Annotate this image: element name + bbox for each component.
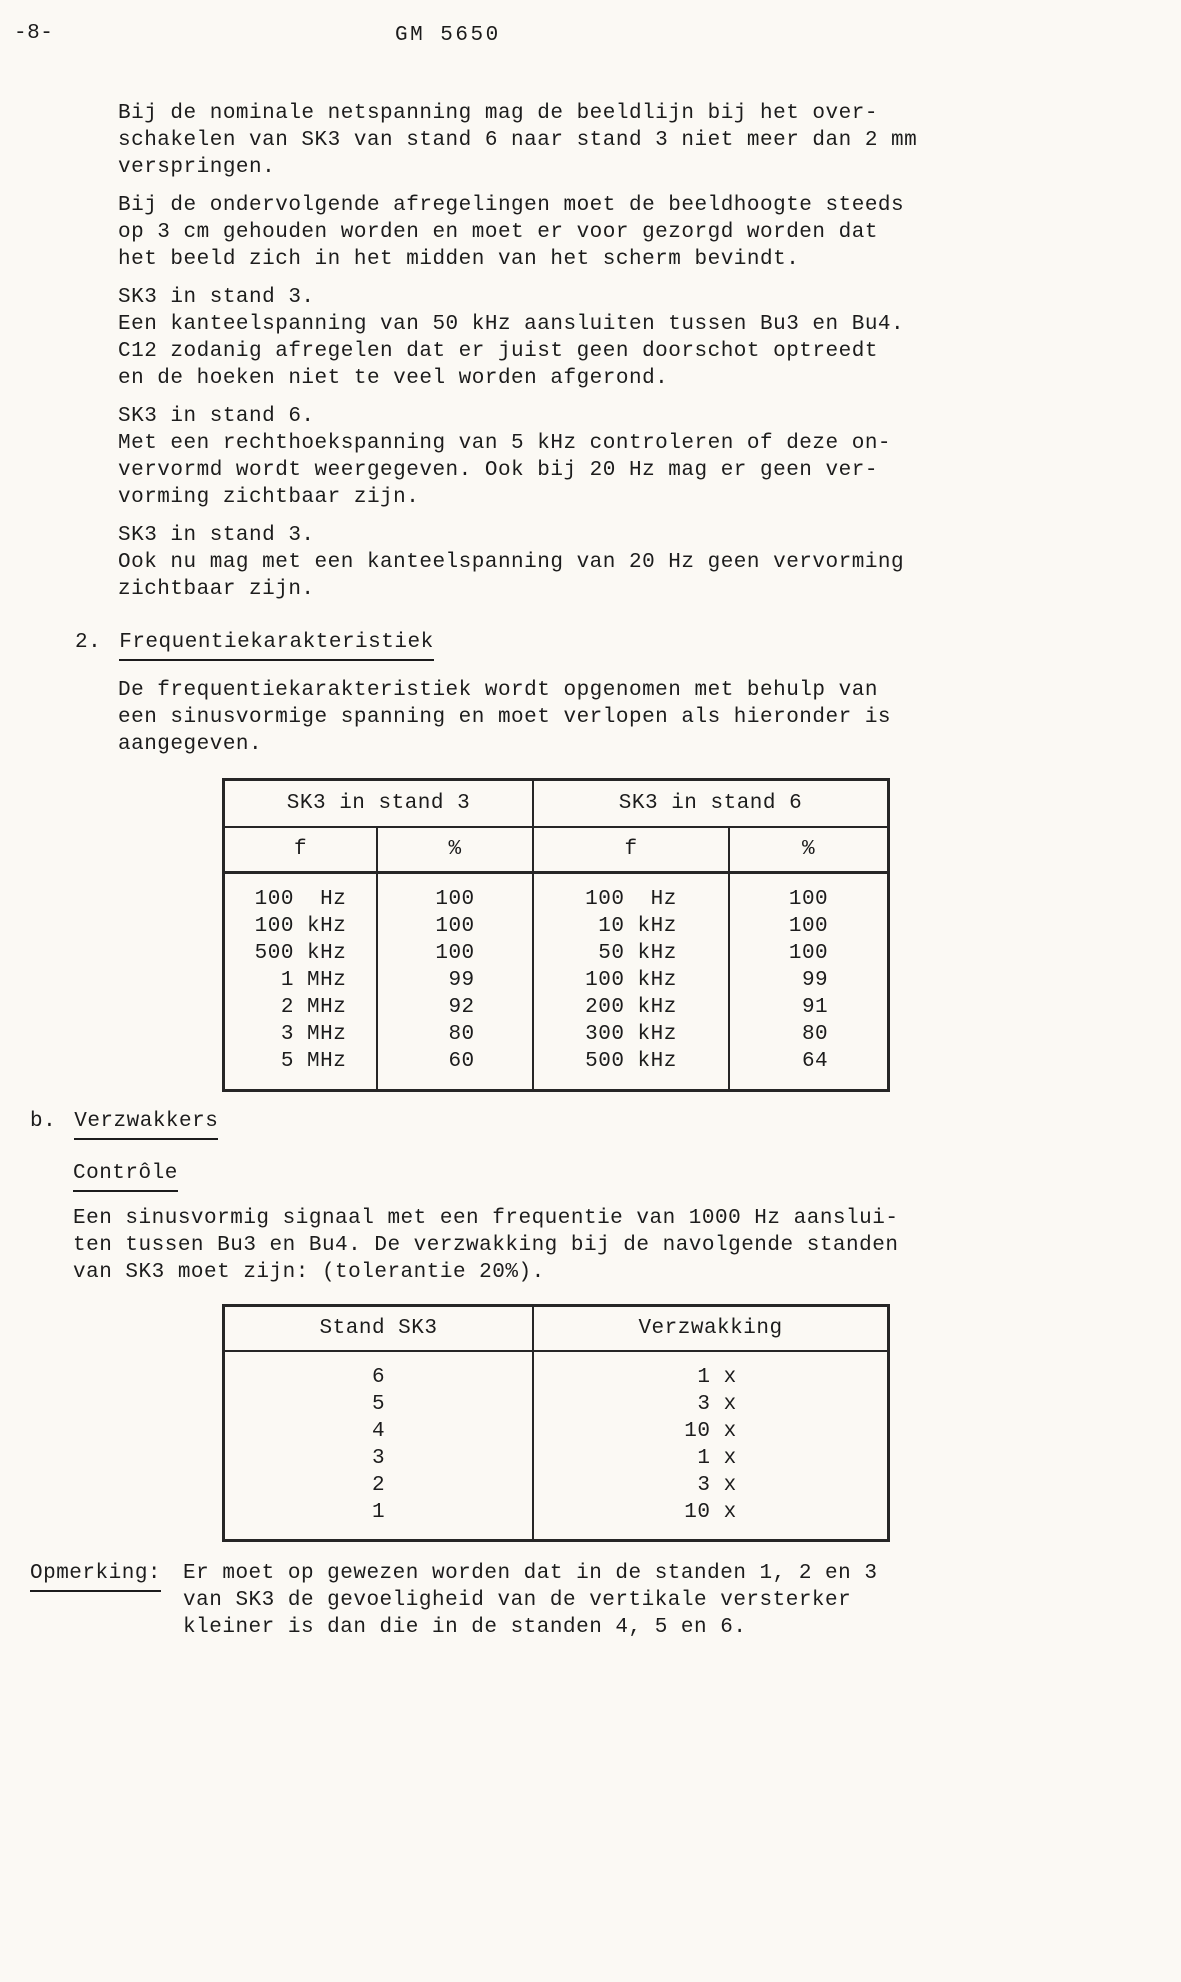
remark-label: Opmerking: <box>30 1560 161 1592</box>
table-cell: 6 <box>371 1366 386 1389</box>
paragraph-frequentie-intro: De frequentiekarakteristiek wordt opgenomen met behulp van een sinusvormige spanning en moet verlopen als hieronder is aangegeven. <box>118 679 892 756</box>
table-cell: 100 <box>435 915 475 938</box>
table-cell: 3 x <box>684 1474 737 1497</box>
table-cell: 200 kHz <box>585 996 677 1019</box>
frequency-table-group-row <box>225 781 887 828</box>
table-cell: 3 MHz <box>254 1023 347 1046</box>
table-cell: 80 <box>788 1023 829 1046</box>
freq-subheader-f-stand6: f <box>534 828 730 874</box>
page-number: -8- <box>14 22 54 45</box>
section-2-number: 2. <box>75 631 102 654</box>
table-cell: 1 x <box>684 1366 737 1389</box>
document-title: GM 5650 <box>395 24 501 47</box>
paragraph-sk3-stand3-20hz: SK3 in stand 3. Ook nu mag met een kanteelspanning van 20 Hz geen vervorming zichtbaar zijn. <box>118 524 905 601</box>
paragraph-sk3-stand6-5khz: SK3 in stand 6. Met een rechthoekspanning van 5 kHz controleren of deze on- vervormd wordt weergegeven. Ook bij 20 Hz mag er geen ver- vorming zichtbaar zijn. <box>118 405 892 509</box>
table-cell: 91 <box>788 996 829 1019</box>
freq-group-stand3: SK3 in stand 3 <box>225 781 534 828</box>
freq-group-stand6: SK3 in stand 6 <box>534 781 887 828</box>
attenuation-column-verzwakking <box>534 1352 887 1539</box>
table-cell: 100 kHz <box>585 969 677 992</box>
table-cell: 2 <box>371 1474 386 1497</box>
table-cell: 80 <box>435 1023 475 1046</box>
freq-column-stand3-pct <box>378 874 534 1089</box>
table-cell: 100 <box>435 942 475 965</box>
attenuation-header-verzwakking: Verzwakking <box>534 1307 887 1352</box>
section-b-title: Verzwakkers <box>74 1108 218 1140</box>
attenuation-table-header-row <box>225 1307 887 1352</box>
frequency-table-body <box>225 874 887 1089</box>
section-2-title: Frequentiekarakteristiek <box>119 629 433 661</box>
table-cell: 1 <box>371 1501 386 1524</box>
remark-text: Er moet op gewezen worden dat in de standen 1, 2 en 3 van SK3 de gevoeligheid van de vertikale versterker kleiner is dan die in de standen 4, 5 en 6. <box>183 1562 878 1639</box>
section-b-heading <box>30 1108 1181 1140</box>
remark <box>30 1560 1181 1641</box>
table-cell: 500 kHz <box>585 1050 677 1073</box>
attenuation-column-stand <box>225 1352 534 1539</box>
table-cell: 50 kHz <box>585 942 677 965</box>
table-cell: 64 <box>788 1050 829 1073</box>
table-cell: 100 Hz <box>585 888 677 911</box>
frequency-table-subheader-row <box>225 828 887 874</box>
table-cell: 10 kHz <box>585 915 677 938</box>
table-cell: 92 <box>435 996 475 1019</box>
table-cell: 3 x <box>684 1393 737 1416</box>
paragraph-sk3-stand3-50khz: SK3 in stand 3. Een kanteelspanning van 50 kHz aansluiten tussen Bu3 en Bu4. C12 zodanig afregelen dat er juist geen doorschot optreedt en de hoeken niet te veel worden afgerond. <box>118 286 905 390</box>
table-cell: 500 kHz <box>254 942 347 965</box>
table-cell: 1 MHz <box>254 969 347 992</box>
table-cell: 3 <box>371 1447 386 1470</box>
table-cell: 100 <box>788 942 829 965</box>
freq-subheader-pct-stand3: % <box>378 828 534 874</box>
freq-subheader-pct-stand6: % <box>730 828 887 874</box>
controle-subheading <box>73 1160 1181 1192</box>
table-cell: 10 x <box>684 1501 737 1524</box>
section-b-number: b. <box>30 1110 57 1133</box>
paragraph-verzwakkers-intro: Een sinusvormig signaal met een frequentie van 1000 Hz aanslui- ten tussen Bu3 en Bu4. De verzwakking bij de navolgende standen van SK3 moet zijn: (tolerantie 20%). <box>73 1207 899 1284</box>
attenuation-table <box>222 1304 890 1542</box>
table-cell: 5 MHz <box>254 1050 347 1073</box>
section-2-heading <box>75 629 1181 661</box>
table-cell: 5 <box>371 1393 386 1416</box>
table-cell: 4 <box>371 1420 386 1443</box>
table-cell: 99 <box>788 969 829 992</box>
freq-subheader-f-stand3: f <box>225 828 378 874</box>
freq-column-stand6-f <box>534 874 730 1089</box>
freq-column-stand6-pct <box>730 874 887 1089</box>
table-cell: 100 kHz <box>254 915 347 938</box>
paragraph-afregelingen: Bij de ondervolgende afregelingen moet de beeldhoogte steeds op 3 cm gehouden worden en moet er voor gezorgd worden dat het beeld zich in het midden van het scherm bevindt. <box>118 194 905 271</box>
table-cell: 60 <box>435 1050 475 1073</box>
table-cell: 100 <box>435 888 475 911</box>
table-cell: 2 MHz <box>254 996 347 1019</box>
table-cell: 300 kHz <box>585 1023 677 1046</box>
table-cell: 99 <box>435 969 475 992</box>
table-cell: 100 <box>788 915 829 938</box>
freq-column-stand3-f <box>225 874 378 1089</box>
table-cell: 100 <box>788 888 829 911</box>
paragraph-netspanning: Bij de nominale netspanning mag de beeldlijn bij het over- schakelen van SK3 van stand 6 naar stand 3 niet meer dan 2 mm verspringen. <box>118 102 918 179</box>
frequency-table <box>222 778 890 1092</box>
table-cell: 10 x <box>684 1420 737 1443</box>
controle-label: Contrôle <box>73 1160 178 1192</box>
table-cell: 1 x <box>684 1447 737 1470</box>
attenuation-header-stand: Stand SK3 <box>225 1307 534 1352</box>
table-cell: 100 Hz <box>254 888 347 911</box>
page-header <box>0 0 1181 100</box>
attenuation-table-body <box>225 1352 887 1539</box>
